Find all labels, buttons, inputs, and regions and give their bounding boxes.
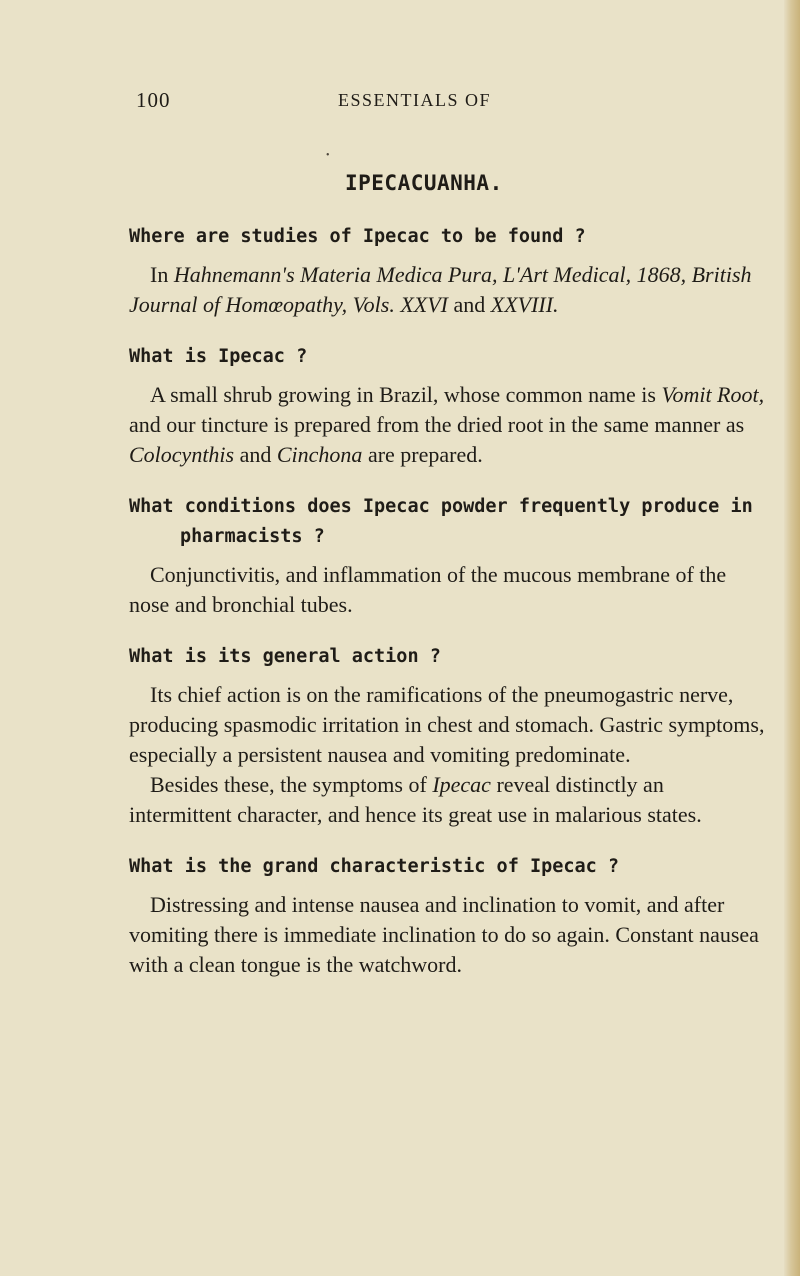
answer-text: and our tincture is prepared from the dried root in the same manner as (129, 412, 745, 437)
page-edge (784, 0, 800, 1276)
qa-block (129, 492, 769, 620)
question: What is its general action ? (129, 646, 441, 667)
answer-paragraph (129, 770, 769, 830)
question: Where are studies of Ipecac to be found ? (129, 226, 586, 247)
answer-text: Besides these, the symptoms of (150, 772, 433, 797)
answer-text: reveal distinctly an intermittent character, and hence its great use in malarious states. (129, 772, 702, 827)
page-header (136, 88, 576, 118)
italic-text: Ipecac (432, 772, 491, 797)
page-number: 100 (136, 88, 171, 112)
answer-paragraph (129, 260, 769, 320)
answer-text: and (447, 292, 491, 317)
answer-text: Conjunctivitis, and inflammation of the mucous membrane of the nose and bronchial tubes. (129, 562, 727, 617)
italic-text: Vomit Root, (661, 382, 765, 407)
answer-text: Its chief action is on the ramifications of the pneumogastric nerve, producing spasmodic irritation in chest and stomach. Gastric symptoms, especially a persistent nausea and vomiting predominate. (129, 682, 765, 767)
running-head: ESSENTIALS OF (338, 90, 492, 110)
answer-paragraph (129, 890, 769, 980)
answer-paragraph (129, 560, 769, 620)
question: What is Ipecac ? (129, 346, 308, 367)
qa-block (129, 642, 769, 830)
page-body (129, 168, 769, 1002)
italic-text: Cinchona (276, 442, 363, 467)
answer-paragraph (129, 680, 769, 770)
qa-block (129, 222, 769, 320)
italic-text: XXVIII. (490, 292, 559, 317)
answer-text: In (150, 262, 174, 287)
section-title: IPECACUANHA. (345, 171, 503, 195)
answer-text: and (234, 442, 277, 467)
answer-text: Distressing and intense nausea and inclination to vomit, and after vomiting there is immediate inclination to do so again. Constant nausea with a clean tongue is the watchword. (129, 892, 759, 977)
ink-mark: • (326, 150, 330, 161)
question: What is the grand characteristic of Ipecac ? (129, 856, 620, 877)
answer-text: A small shrub growing in Brazil, whose common name is (150, 382, 662, 407)
answer-paragraph (129, 380, 769, 470)
question: What conditions does Ipecac powder frequently produce in pharmacists ? (129, 496, 753, 547)
qa-list (129, 222, 769, 980)
italic-text: Colocynthis (129, 442, 235, 467)
answer-text: are prepared. (362, 442, 483, 467)
italic-text: Hahnemann's Materia Medica Pura, L'Art Medical, 1868, British Journal of Homœopathy, Vols. XXVI (129, 262, 752, 317)
qa-block (129, 342, 769, 470)
qa-block (129, 852, 769, 980)
